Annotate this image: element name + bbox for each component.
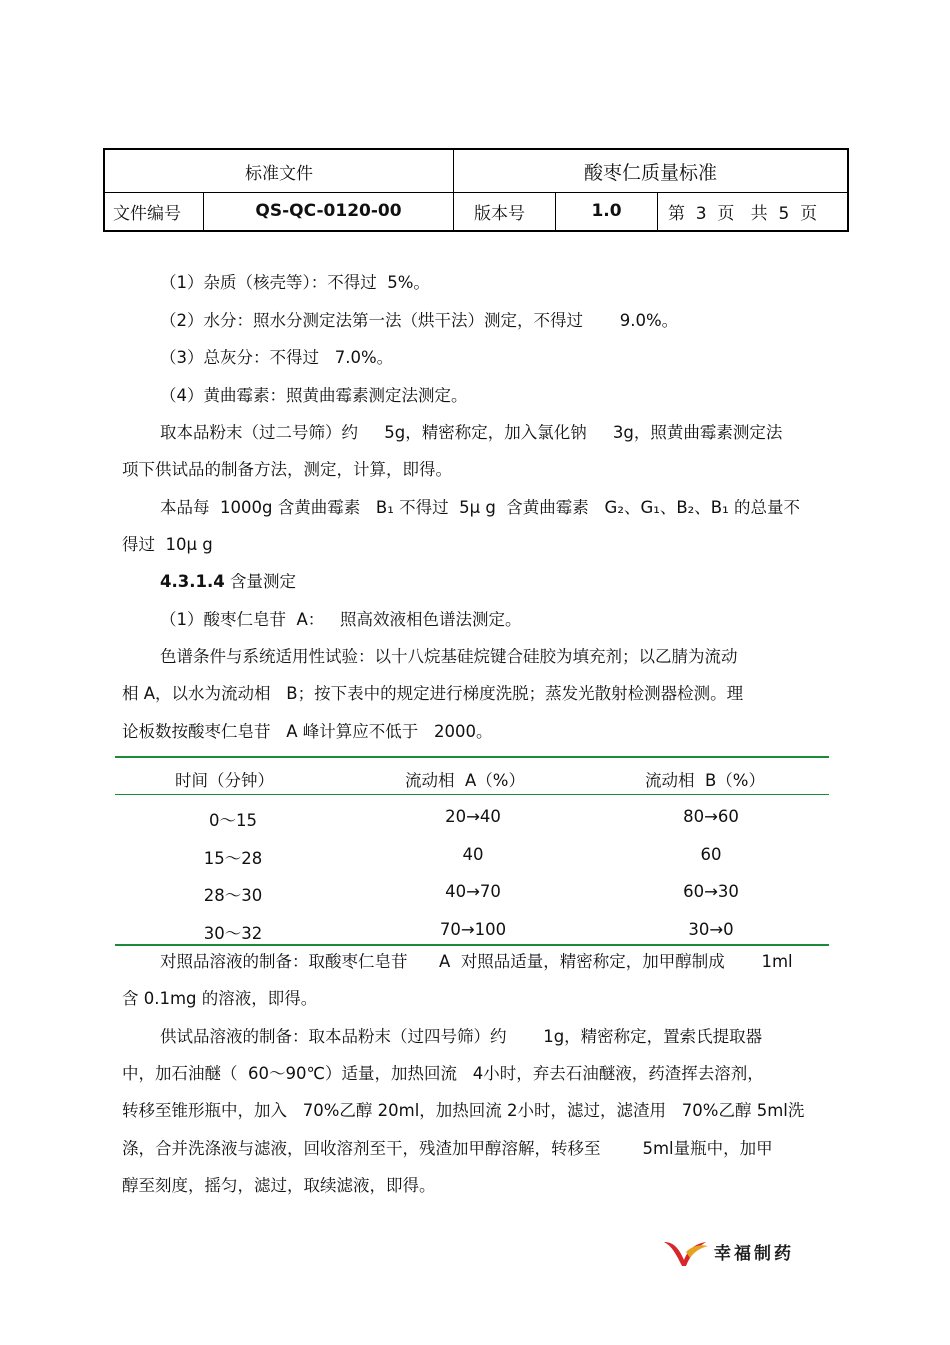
version: 1.0 xyxy=(591,201,622,221)
logo-text: 幸福制药 xyxy=(714,1244,794,1264)
table-header-rule xyxy=(115,794,829,795)
aflatoxin-limit-line-2: 得过 10μ g xyxy=(122,535,213,554)
table-header-phase-a: 流动相 A（%） xyxy=(405,771,525,790)
file-no-label-cell xyxy=(105,192,203,230)
table-cell: 70→100 xyxy=(439,920,507,939)
section-title: 含量测定 xyxy=(229,572,296,591)
section-number: 4.3.1.4 xyxy=(160,572,225,591)
file-no-cell xyxy=(203,192,453,230)
test-solution-line-1: 供试品溶液的制备：取本品粉末（过四号筛）约 1g，精密称定，置索氏提取器 xyxy=(160,1027,763,1046)
version-label: 版本号 xyxy=(474,203,525,224)
table-cell: 28～30 xyxy=(203,886,263,905)
page-info: 第 3 页 共 5 页 xyxy=(668,203,818,224)
table-cell: 40→70 xyxy=(445,882,501,901)
test-solution-line-3: 转移至锥形瓶中，加入 70%乙醇 20ml，加热回流 2小时，滤过，滤渣用 70%乙醇 5ml洗 xyxy=(122,1101,805,1120)
table-cell: 60 xyxy=(700,845,722,864)
chromatography-line-3: 论板数按酸枣仁皂苷 A 峰计算应不低于 2000。 xyxy=(122,722,493,741)
header-row-1 xyxy=(105,150,847,193)
logo-mark-icon xyxy=(662,1236,812,1268)
table-cell: 80→60 xyxy=(683,807,739,826)
page-info-cell xyxy=(657,192,847,230)
doc-type-cell xyxy=(105,150,453,192)
item-aflatoxin: （4）黄曲霉素：照黄曲霉素测定法测定。 xyxy=(160,386,468,405)
aflatoxin-paragraph-line-1: 取本品粉末（过二号筛）约 5g，精密称定，加入氯化钠 3g，照黄曲霉素测定法 xyxy=(160,423,783,442)
company-logo xyxy=(662,1236,812,1268)
reference-solution-line-2: 含 0.1mg 的溶液，即得。 xyxy=(122,989,318,1008)
table-bottom-rule xyxy=(115,944,829,946)
document-header-table xyxy=(103,148,849,232)
doc-title: 酸枣仁质量标准 xyxy=(583,161,717,184)
table-cell: 40 xyxy=(462,845,484,864)
table-header-phase-b: 流动相 B（%） xyxy=(645,771,765,790)
table-cell: 15～28 xyxy=(203,849,263,868)
file-no-label: 文件编号 xyxy=(113,203,181,224)
version-label-cell xyxy=(453,192,555,230)
table-cell: 20→40 xyxy=(445,807,501,826)
header-row-2 xyxy=(105,192,847,230)
item-impurity: （1）杂质（核壳等）：不得过 5%。 xyxy=(160,273,430,292)
doc-title-cell xyxy=(453,150,847,192)
chromatography-line-1: 色谱条件与系统适用性试验：以十八烷基硅烷键合硅胶为填充剂；以乙腈为流动 xyxy=(160,647,738,666)
table-cell: 0～15 xyxy=(209,811,257,830)
doc-type: 标准文件 xyxy=(245,163,313,184)
item-moisture: （2）水分：照水分测定法第一法（烘干法）测定，不得过 9.0%。 xyxy=(160,311,679,330)
table-cell: 30→0 xyxy=(688,920,734,939)
file-no: QS-QC-0120-00 xyxy=(255,201,402,221)
test-solution-line-4: 涤，合并洗涤液与滤液，回收溶剂至干，残渣加甲醇溶解，转移至 5ml量瓶中，加甲 xyxy=(122,1139,773,1158)
table-cell: 60→30 xyxy=(683,882,739,901)
test-solution-line-2: 中，加石油醚（ 60～90℃）适量，加热回流 4小时，弃去石油醚液，药渣挥去溶剂， xyxy=(122,1064,764,1083)
section-heading xyxy=(160,572,296,592)
item-assay-a: （1）酸枣仁皂苷 A： 照高效液相色谱法测定。 xyxy=(160,610,522,629)
aflatoxin-paragraph-line-2: 项下供试品的制备方法，测定，计算，即得。 xyxy=(122,460,452,479)
reference-solution-line-1: 对照品溶液的制备：取酸枣仁皂苷 A 对照品适量，精密称定，加甲醇制成 1ml xyxy=(160,952,793,971)
table-top-rule xyxy=(115,756,829,758)
table-header-time: 时间（分钟） xyxy=(175,771,274,790)
chromatography-line-2: 相 A，以水为流动相 B；按下表中的规定进行梯度洗脱；蒸发光散射检测器检测。理 xyxy=(122,684,744,703)
test-solution-line-5: 醇至刻度，摇匀，滤过，取续滤液，即得。 xyxy=(122,1176,436,1195)
item-total-ash: （3）总灰分：不得过 7.0%。 xyxy=(160,348,394,367)
table-cell: 30～32 xyxy=(203,924,263,943)
aflatoxin-limit-line-1: 本品每 1000g 含黄曲霉素 B₁ 不得过 5μ g 含黄曲霉素 G₂、G₁、B₂、B₁ 的总量不 xyxy=(160,498,800,517)
version-cell xyxy=(555,192,657,230)
